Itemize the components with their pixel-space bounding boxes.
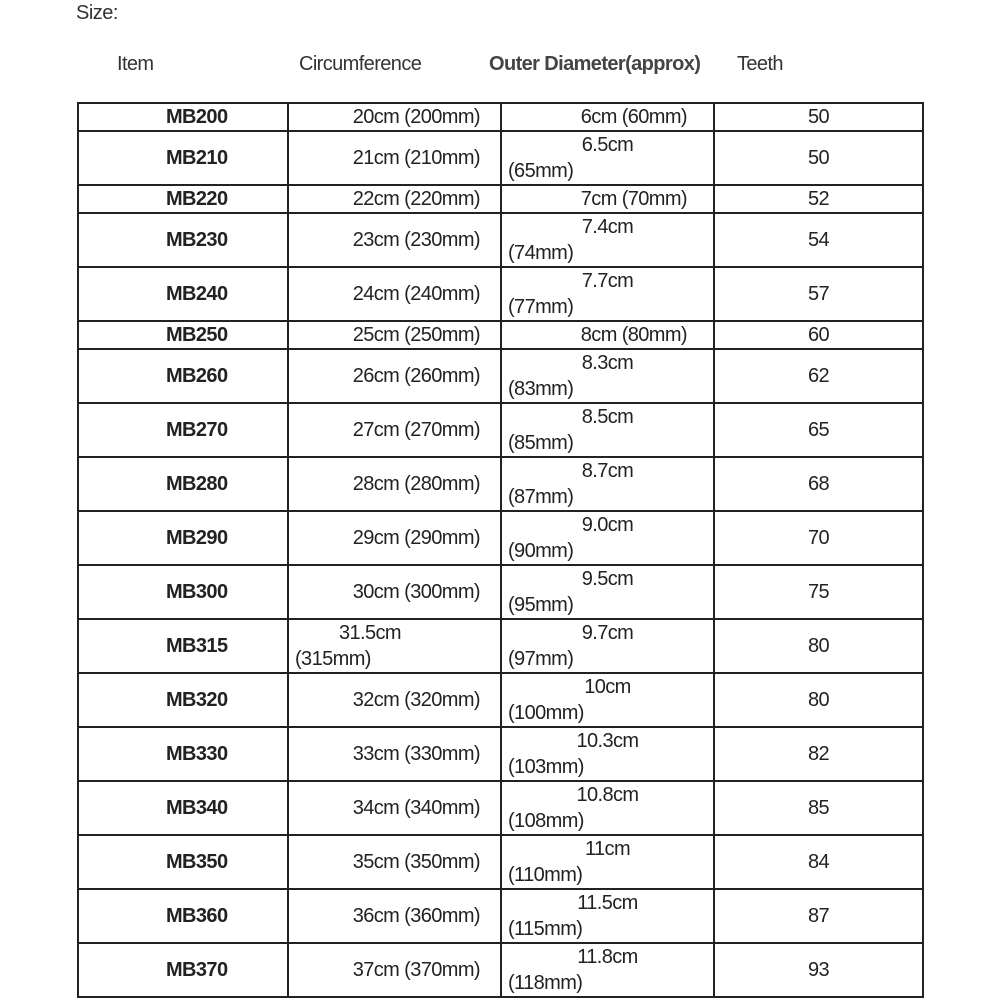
- outer-diameter-cell: [501, 403, 714, 457]
- item-cell: MB260: [78, 349, 288, 403]
- outer-diameter-cell-line: (108mm): [508, 810, 584, 832]
- circumference-cell: [288, 457, 501, 511]
- circumference-cell: [288, 185, 501, 213]
- circumference-cell-line: 24cm (240mm): [352, 283, 480, 305]
- circumference-cell-line: 26cm (260mm): [352, 365, 480, 387]
- item-cell: MB280: [78, 457, 288, 511]
- item-cell: MB315: [78, 619, 288, 673]
- circumference-cell: [288, 619, 501, 673]
- item-cell: MB200: [78, 103, 288, 131]
- circumference-cell: [288, 131, 501, 185]
- outer-diameter-cell-line: 10.3cm: [576, 730, 639, 752]
- table-row: [78, 185, 923, 213]
- table-row: [78, 131, 923, 185]
- outer-diameter-cell-line: (83mm): [508, 378, 574, 400]
- teeth-cell: 75: [714, 565, 923, 619]
- circumference-cell: [288, 213, 501, 267]
- outer-diameter-cell-line: 7cm (70mm): [580, 188, 687, 210]
- circumference-cell-line: 28cm (280mm): [352, 473, 480, 495]
- outer-diameter-cell-line: 9.7cm: [581, 622, 634, 644]
- outer-diameter-cell-line: 8.5cm: [581, 406, 634, 428]
- outer-diameter-cell: [501, 349, 714, 403]
- outer-diameter-cell: [501, 321, 714, 349]
- table-row: [78, 457, 923, 511]
- teeth-cell: 57: [714, 267, 923, 321]
- outer-diameter-cell-line: 9.5cm: [581, 568, 634, 590]
- outer-diameter-cell-line: 7.7cm: [581, 270, 634, 292]
- table-row: [78, 103, 923, 131]
- circumference-cell-line: 20cm (200mm): [352, 106, 480, 128]
- outer-diameter-cell-line: 10cm: [584, 676, 631, 698]
- outer-diameter-cell: [501, 565, 714, 619]
- outer-diameter-cell-line: (90mm): [508, 540, 574, 562]
- teeth-cell: 62: [714, 349, 923, 403]
- outer-diameter-cell: [501, 835, 714, 889]
- outer-diameter-cell-line: (118mm): [508, 972, 583, 994]
- outer-diameter-cell-line: 8cm (80mm): [580, 324, 687, 346]
- table-row: [78, 943, 923, 997]
- circumference-cell-line: 21cm (210mm): [352, 147, 480, 169]
- outer-diameter-cell-line: 10.8cm: [576, 784, 639, 806]
- outer-diameter-cell: [501, 213, 714, 267]
- circumference-cell-line: 25cm (250mm): [352, 324, 480, 346]
- teeth-cell: 85: [714, 781, 923, 835]
- circumference-cell: [288, 781, 501, 835]
- teeth-cell: 84: [714, 835, 923, 889]
- teeth-cell: 52: [714, 185, 923, 213]
- item-cell: MB340: [78, 781, 288, 835]
- table-row: [78, 565, 923, 619]
- outer-diameter-cell: [501, 943, 714, 997]
- item-cell: MB210: [78, 131, 288, 185]
- table-row: [78, 889, 923, 943]
- circumference-cell-line: 27cm (270mm): [352, 419, 480, 441]
- outer-diameter-cell-line: (103mm): [508, 756, 584, 778]
- circumference-cell-line: 35cm (350mm): [352, 851, 480, 873]
- circumference-cell-line: 29cm (290mm): [352, 527, 480, 549]
- item-cell: MB250: [78, 321, 288, 349]
- teeth-cell: 65: [714, 403, 923, 457]
- teeth-cell: 70: [714, 511, 923, 565]
- item-cell: MB370: [78, 943, 288, 997]
- teeth-cell: 87: [714, 889, 923, 943]
- size-heading: Size:: [76, 2, 118, 24]
- circumference-cell: [288, 727, 501, 781]
- circumference-cell-line: 32cm (320mm): [352, 689, 480, 711]
- teeth-cell: 80: [714, 673, 923, 727]
- item-cell: MB300: [78, 565, 288, 619]
- circumference-cell-line: 33cm (330mm): [352, 743, 480, 765]
- outer-diameter-cell-line: 11.5cm: [577, 892, 638, 914]
- size-table: [77, 102, 924, 998]
- circumference-cell-line: 23cm (230mm): [352, 229, 480, 251]
- table-row: [78, 267, 923, 321]
- outer-diameter-cell: [501, 185, 714, 213]
- outer-diameter-cell: [501, 781, 714, 835]
- outer-diameter-cell: [501, 457, 714, 511]
- circumference-cell-line: 22cm (220mm): [352, 188, 480, 210]
- header-outer-diameter: Outer Diameter(approx): [489, 53, 701, 75]
- outer-diameter-cell: [501, 511, 714, 565]
- circumference-cell: [288, 673, 501, 727]
- circumference-cell-line: 31.5cm: [339, 622, 401, 644]
- item-cell: MB230: [78, 213, 288, 267]
- outer-diameter-cell: [501, 673, 714, 727]
- outer-diameter-cell: [501, 103, 714, 131]
- circumference-cell-line: (315mm): [295, 648, 371, 670]
- outer-diameter-cell-line: (110mm): [508, 864, 583, 886]
- outer-diameter-cell-line: (97mm): [508, 648, 574, 670]
- circumference-cell: [288, 889, 501, 943]
- outer-diameter-cell-line: 6cm (60mm): [580, 106, 687, 128]
- outer-diameter-cell-line: (65mm): [508, 160, 574, 182]
- circumference-cell-line: 36cm (360mm): [352, 905, 480, 927]
- outer-diameter-cell: [501, 727, 714, 781]
- outer-diameter-cell-line: (77mm): [508, 296, 574, 318]
- circumference-cell: [288, 835, 501, 889]
- circumference-cell: [288, 267, 501, 321]
- teeth-cell: 50: [714, 131, 923, 185]
- outer-diameter-cell-line: (74mm): [508, 242, 574, 264]
- teeth-cell: 68: [714, 457, 923, 511]
- outer-diameter-cell-line: (85mm): [508, 432, 574, 454]
- teeth-cell: 50: [714, 103, 923, 131]
- circumference-cell: [288, 943, 501, 997]
- outer-diameter-cell: [501, 889, 714, 943]
- table-row: [78, 321, 923, 349]
- outer-diameter-cell-line: 8.7cm: [581, 460, 634, 482]
- table-row: [78, 781, 923, 835]
- teeth-cell: 54: [714, 213, 923, 267]
- header-teeth: Teeth: [737, 53, 783, 75]
- circumference-cell: [288, 349, 501, 403]
- circumference-cell: [288, 103, 501, 131]
- outer-diameter-cell-line: 8.3cm: [581, 352, 634, 374]
- table-row: [78, 727, 923, 781]
- circumference-cell: [288, 321, 501, 349]
- item-cell: MB220: [78, 185, 288, 213]
- header-item: Item: [117, 53, 154, 75]
- item-cell: MB320: [78, 673, 288, 727]
- item-cell: MB360: [78, 889, 288, 943]
- outer-diameter-cell-line: 7.4cm: [581, 216, 634, 238]
- item-cell: MB330: [78, 727, 288, 781]
- table-row: [78, 673, 923, 727]
- outer-diameter-cell-line: 6.5cm: [581, 134, 634, 156]
- outer-diameter-cell-line: 11cm: [584, 838, 631, 860]
- item-cell: MB350: [78, 835, 288, 889]
- outer-diameter-cell: [501, 267, 714, 321]
- outer-diameter-cell: [501, 619, 714, 673]
- outer-diameter-cell-line: 9.0cm: [581, 514, 634, 536]
- table-row: [78, 403, 923, 457]
- item-cell: MB240: [78, 267, 288, 321]
- circumference-cell-line: 30cm (300mm): [352, 581, 480, 603]
- item-cell: MB270: [78, 403, 288, 457]
- item-cell: MB290: [78, 511, 288, 565]
- outer-diameter-cell: [501, 131, 714, 185]
- outer-diameter-cell-line: (95mm): [508, 594, 574, 616]
- circumference-cell: [288, 403, 501, 457]
- outer-diameter-cell-line: (87mm): [508, 486, 574, 508]
- circumference-cell: [288, 511, 501, 565]
- teeth-cell: 82: [714, 727, 923, 781]
- circumference-cell-line: 34cm (340mm): [352, 797, 480, 819]
- table-row: [78, 213, 923, 267]
- circumference-cell: [288, 565, 501, 619]
- outer-diameter-cell-line: 11.8cm: [577, 946, 638, 968]
- header-circumference: Circumference: [299, 53, 422, 75]
- outer-diameter-cell-line: (115mm): [508, 918, 583, 940]
- outer-diameter-cell-line: (100mm): [508, 702, 584, 724]
- teeth-cell: 60: [714, 321, 923, 349]
- table-row: [78, 511, 923, 565]
- teeth-cell: 93: [714, 943, 923, 997]
- table-row: [78, 619, 923, 673]
- teeth-cell: 80: [714, 619, 923, 673]
- circumference-cell-line: 37cm (370mm): [352, 959, 480, 981]
- table-row: [78, 349, 923, 403]
- table-row: [78, 835, 923, 889]
